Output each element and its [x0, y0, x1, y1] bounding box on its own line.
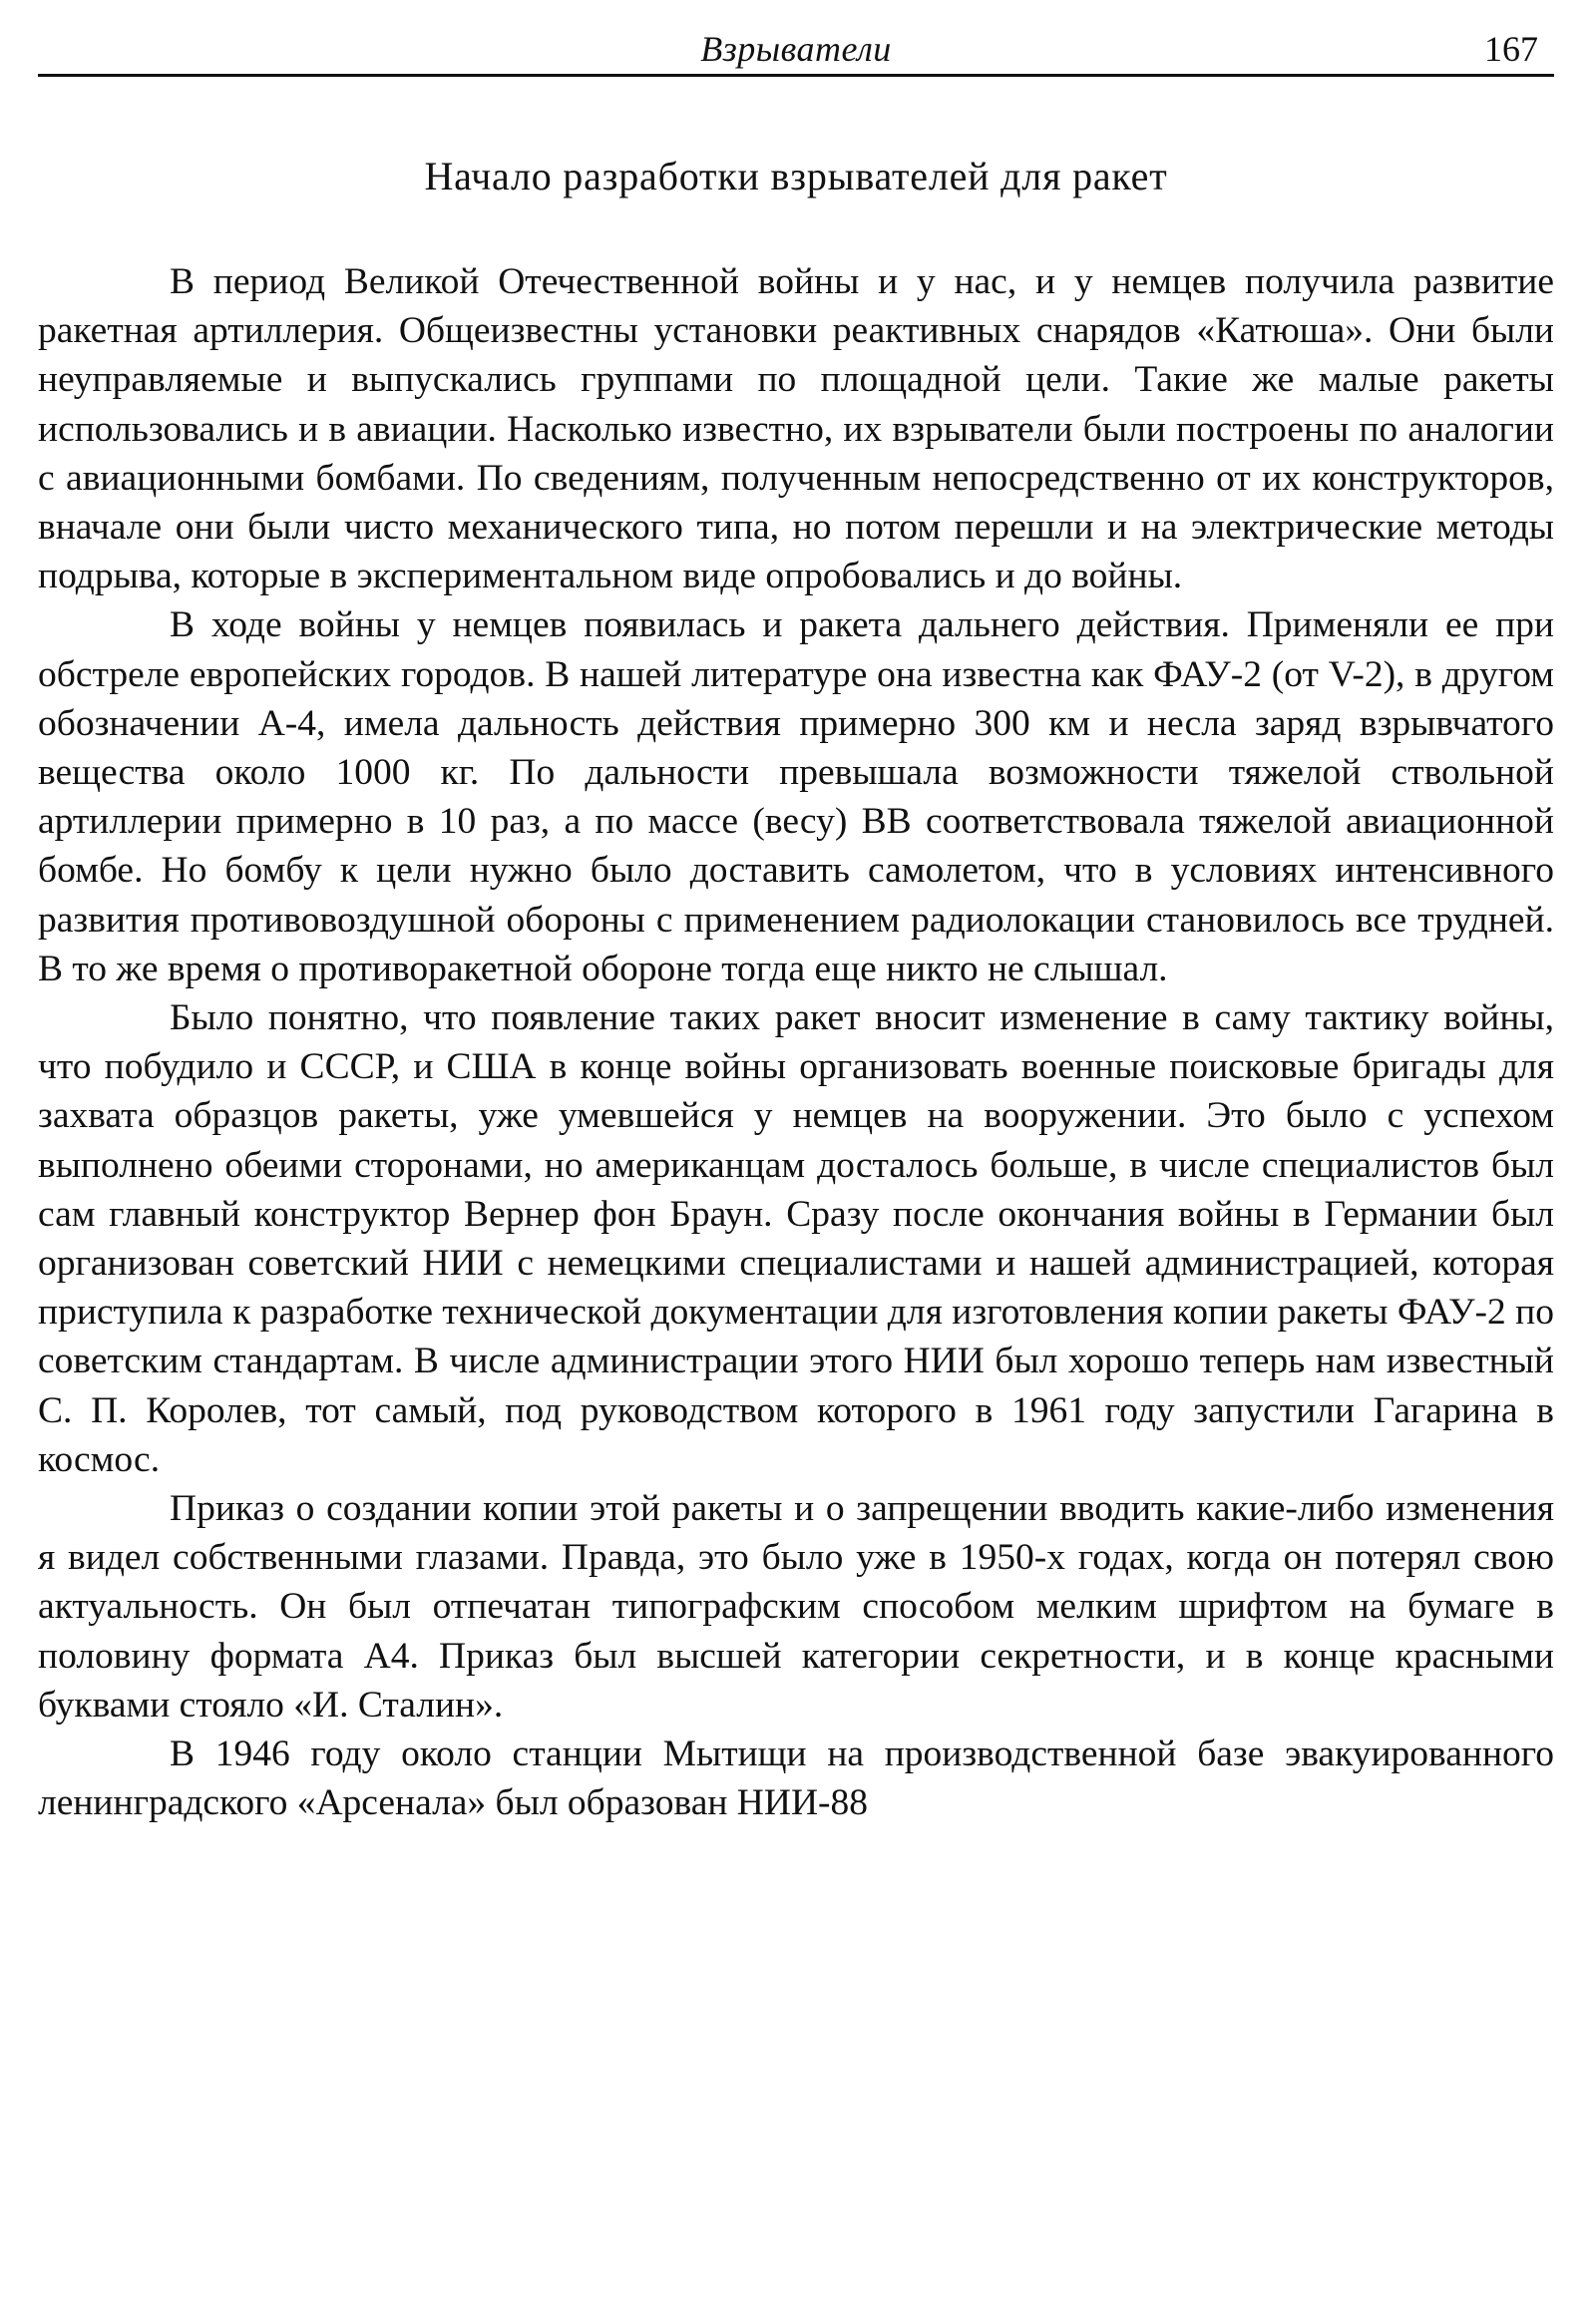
- paragraph-2: В ходе войны у немцев появилась и ракета дальнего действия. Применяли ее при обстреле европейских городов. В нашей литературе она известна как ФАУ-2 (от V-2), в другом обозначении А-4, имела дальность действия примерно 300 км и несла заряд взрывчатого вещества около 1000 кг. По дальности превышала возможности тяжелой ствольной артиллерии примерно в 10 раз, а по массе (весу) ВВ соответствовала тяжелой авиационной бомбе. Но бомбу к цели нужно было доставить самолетом, что в условиях интенсивного развития противовоздушной обороны с применением радиолокации становилось все трудней. В то же время о противоракетной обороне тогда еще никто не слышал.: [38, 604, 1554, 989]
- body-text: [38, 257, 1554, 1828]
- paragraph-3: Было понятно, что появление таких ракет вносит изменение в саму тактику войны, что побудило и СССР, и США в конце войны организовать военные поисковые бригады для захвата образцов ракеты, уже умевшейся у немцев на вооружении. Это было с успехом выполнено обеими сторонами, но американцам досталось больше, в числе специалистов был сам главный конструктор Вернер фон Браун. Сразу после окончания войны в Германии был организован советский НИИ с немецкими специалистами и нашей администрацией, которая приступила к разработке технической документации для изготовления копии ракеты ФАУ-2 по советским стандартам. В числе администрации этого НИИ был хорошо теперь нам известный С. П. Королев, тот самый, под руководством которого в 1961 году запустили Гагарина в космос.: [38, 997, 1554, 1480]
- paragraph-4: Приказ о создании копии этой ракеты и о запрещении вводить какие-либо изменения я видел собственными глазами. Правда, это было уже в 1950-х годах, когда он потерял свою актуальность. Он был отпечатан типографским способом мелким шрифтом на бумаге в половину формата А4. Приказ был высшей категории секретности, и в конце красными буквами стояло «И. Сталин».: [38, 1488, 1554, 1726]
- page-number: 167: [1484, 29, 1538, 69]
- paragraph-5: В 1946 году около станции Мытищи на производственной базе эвакуированного ленинградского «Арсенала» был образован НИИ-88: [38, 1733, 1554, 1824]
- running-title: Взрыватели: [700, 29, 892, 69]
- running-header: [38, 22, 1554, 77]
- book-page: [38, 22, 1554, 1828]
- section-title: Начало разработки взрывателей для ракет: [424, 154, 1168, 198]
- paragraph-1: В период Великой Отечественной войны и у нас, и у немцев получила развитие ракетная артиллерия. Общеизвестны установки реактивных снарядов «Катюша». Они были неуправляемые и выпускались группами по площадной цели. Такие же малые ракеты использовались и в авиации. Насколько известно, их взрыватели были построены по аналогии с авиационными бомбами. По сведениям, полученным непосредственно от их конструкторов, вначале они были чисто механического типа, но потом перешли и на электрические методы подрыва, которые в экспериментальном виде опробовались и до войны.: [38, 261, 1554, 597]
